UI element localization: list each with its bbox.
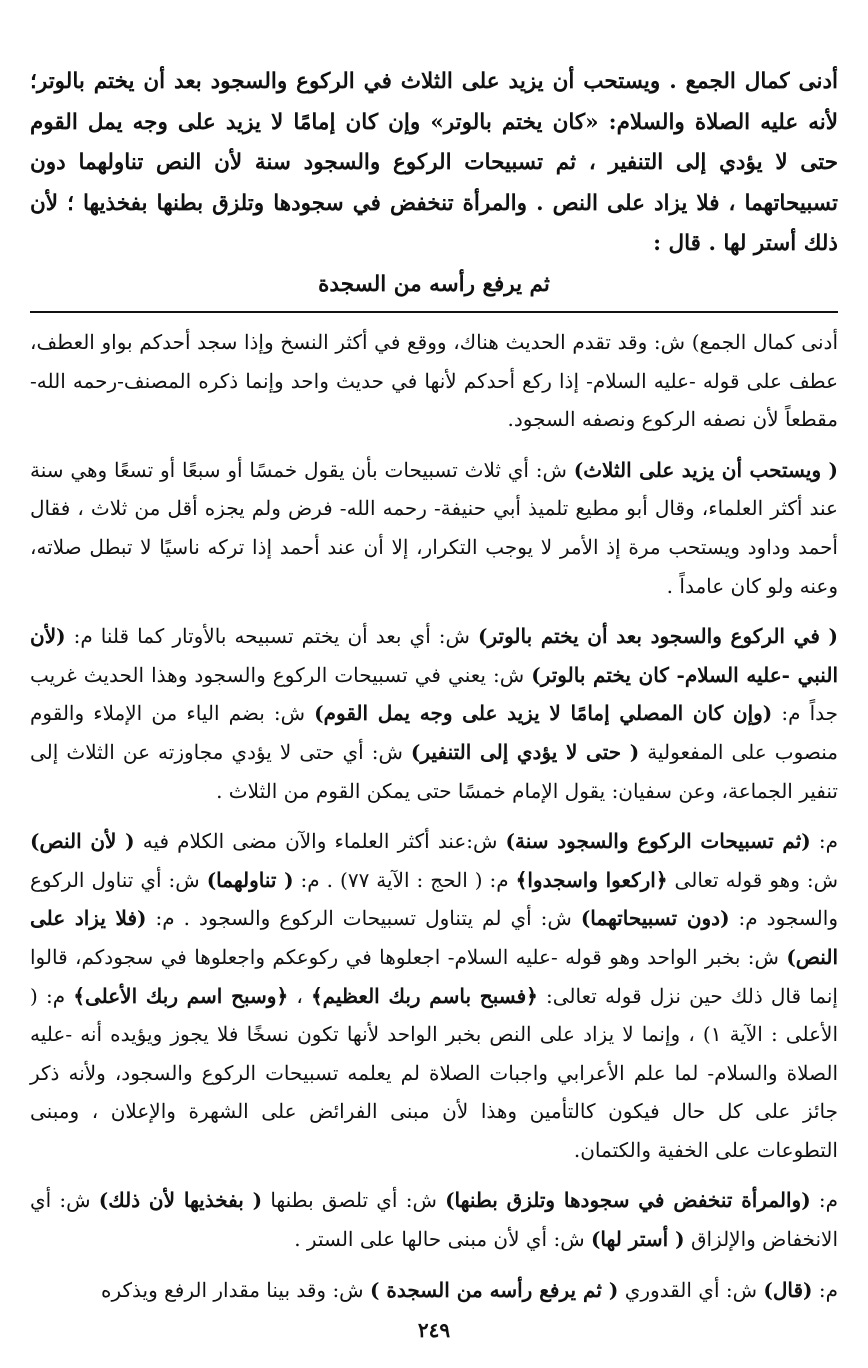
quoted-matn-segment: ( أستر لها) <box>590 1227 685 1252</box>
commentary-segment: ش: أي لم يتناول تسبيحات الركوع والسجود . م: <box>146 906 581 931</box>
quoted-matn-segment: ﴿فسبح باسم ربك العظيم﴾ <box>310 983 538 1008</box>
commentary-segment: ش: أي حتى لا يؤدي مجاوزته عن الثلاث إلى تنفير الجماعة، وعن سفيان: يقول الإمام خمسًا حتى يمكن القوم من الثلاث . <box>30 739 838 803</box>
commentary-segment: ش: بضم الياء من الإملاء والقوم منصوب على المفعولية <box>30 701 839 764</box>
quoted-matn-segment: (والمرأة تنخفض في سجودها وتلزق بطنها) <box>445 1188 811 1213</box>
commentary-segment: ش: يعني في تسبيحات الركوع والسجود وهذا الحديث غريب جداً م: <box>30 662 838 726</box>
commentary-segment: م: <box>810 829 838 854</box>
commentary-segment: م: ( الأعلى : الآية ١) ، وإنما لا يزاد على النص بخبر الواحد لأنها تكون نسخًا فلا يجوز ويؤيده أنه -عليه الصلاة والسلام- لما علم الأعرابي واجبات الصلاة لم يعلمه تسبيحات الركوع والسجود، ولأنه ذكر جائز على كل حال فيكون كالتأمين وهذا لأن مبنى الفرائض على الشهرة والإعلان ، ومبنى التطوعات على الخفية والكتمان. <box>30 983 838 1162</box>
sharh-paragraph <box>30 617 838 810</box>
commentary-segment: ش: أي تلصق بطنها <box>262 1188 446 1213</box>
sharh-paragraph <box>30 822 838 1169</box>
commentary-segment: ، <box>288 983 311 1008</box>
commentary-segment: ش: أي تناول الركوع والسجود م: <box>30 867 838 931</box>
commentary-segment: ش: أي ثلاث تسبيحات بأن يقول خمسًا أو سبعًا أو تسعًا وهي سنة عند أكثر العلماء، وقال أبو مطيع تلميذ أبي حنيفة- رحمه الله- فرض ولم يجزه أقل من ثلاث ، فقال أحمد وداود ويستحب مرة إذ الأمر لا يوجب التكرار، إلا أن عند أحمد إذا تركه ناسيًا لا تبطل صلاته، وعنه ولو كان عامداً . <box>30 457 838 598</box>
matn-paragraph: أدنى كمال الجمع . ويستحب أن يزيد على الثلاث في الركوع والسجود بعد أن يختم بالوتر؛ لأنه عليه الصلاة والسلام: «كان يختم بالوتر» وإن كان إمامًا لا يزيد على وجه يمل القوم حتى لا يؤدي إلى التنفير ، ثم تسبيحات الركوع والسجود سنة لأن النص تناولهما دون تسبيحاتهما ، فلا يزاد على النص . والمرأة تنخفض في سجودها وتلزق بطنها بفخذيها ؛ لأن ذلك أستر لها . قال : <box>30 69 838 256</box>
commentary-segment: ش: أي القدوري <box>618 1277 764 1302</box>
sharh-paragraph <box>30 1181 838 1258</box>
commentary-segment: ش: وهو قوله تعالى <box>667 867 839 892</box>
commentary-segment: ش: أي لأن مبنى حالها على الستر . <box>294 1227 591 1252</box>
matn-last-line: ثم يرفع رأسه من السجدة <box>318 271 550 297</box>
commentary-segment: ش: أي الانخفاض والإلزاق <box>30 1188 838 1252</box>
page-number: ٢٤٩ <box>417 1318 451 1342</box>
separator-rule <box>30 311 838 313</box>
quoted-matn-segment: ﴿وسبح اسم ربك الأعلى﴾ <box>73 983 289 1008</box>
sharh-paragraph <box>30 1271 838 1310</box>
quoted-matn-segment: ( حتى لا يؤدي إلى التنفير) <box>410 739 640 764</box>
quoted-matn-segment: ( ويستحب أن يزيد على الثلاث) <box>573 457 838 482</box>
commentary-segment: ش: أي بعد أن يختم تسبيحه بالأوتار كما قلنا م: <box>65 624 479 649</box>
quoted-matn-segment: (قال) <box>763 1277 813 1302</box>
commentary-segment: ش: بخبر الواحد وهو قوله -عليه السلام- اجعلوها في ركوعكم واجعلوها في سجودكم، قالوا إنما قال ذلك حين نزل قوله تعالى: <box>30 944 838 1008</box>
quoted-matn-segment: ( في الركوع والسجود بعد أن يختم بالوتر) <box>478 624 838 649</box>
quoted-matn-segment: (ثم تسبيحات الركوع والسجود سنة) <box>505 829 811 854</box>
commentary-segment: ش: وقد بينا مقدار الرفع ويذكره <box>101 1277 370 1302</box>
sharh-commentary <box>30 323 838 1309</box>
quoted-matn-segment: (دون تسبيحاتهما) <box>580 906 730 931</box>
matn-text <box>30 62 838 305</box>
quoted-matn-segment: ( لأن النص) <box>30 829 135 854</box>
commentary-segment: م: <box>812 1277 838 1302</box>
quoted-matn-segment: ﴿اركعوا واسجدوا﴾ <box>515 867 668 892</box>
quoted-matn-segment: ( ثم يرفع رأسه من السجدة ) <box>369 1277 619 1302</box>
commentary-segment: م: ( الحج : الآية ٧٧) . م: <box>293 867 516 892</box>
quoted-matn-segment: (وإن كان المصلي إمامًا لا يزيد على وجه يمل القوم) <box>314 701 773 726</box>
sharh-paragraph <box>30 323 838 439</box>
quoted-matn-segment: (فلا يزاد على النص) <box>30 906 838 969</box>
quoted-matn-segment: (لأن النبي -عليه السلام- كان يختم بالوتر) <box>30 624 838 687</box>
commentary-segment: م: <box>810 1188 839 1213</box>
commentary-segment: أدنى كمال الجمع) ش: وقد تقدم الحديث هناك، ووقع في أكثر النسخ وإذا سجد أحدكم بواو العطف، عطف على قوله -عليه السلام- إذا ركع أحدكم لأنها في حديث واحد وإنما ذكره المصنف-رحمه الله- مقطعاً لأن نصفه الركوع ونصفه السجود. <box>30 330 838 432</box>
sharh-paragraph <box>30 451 838 605</box>
quoted-matn-segment: ( بفخذيها لأن ذلك) <box>98 1188 263 1213</box>
quoted-matn-segment: ( تناولهما) <box>206 867 294 892</box>
commentary-segment: ش:عند أكثر العلماء والآن مضى الكلام فيه <box>134 829 506 854</box>
